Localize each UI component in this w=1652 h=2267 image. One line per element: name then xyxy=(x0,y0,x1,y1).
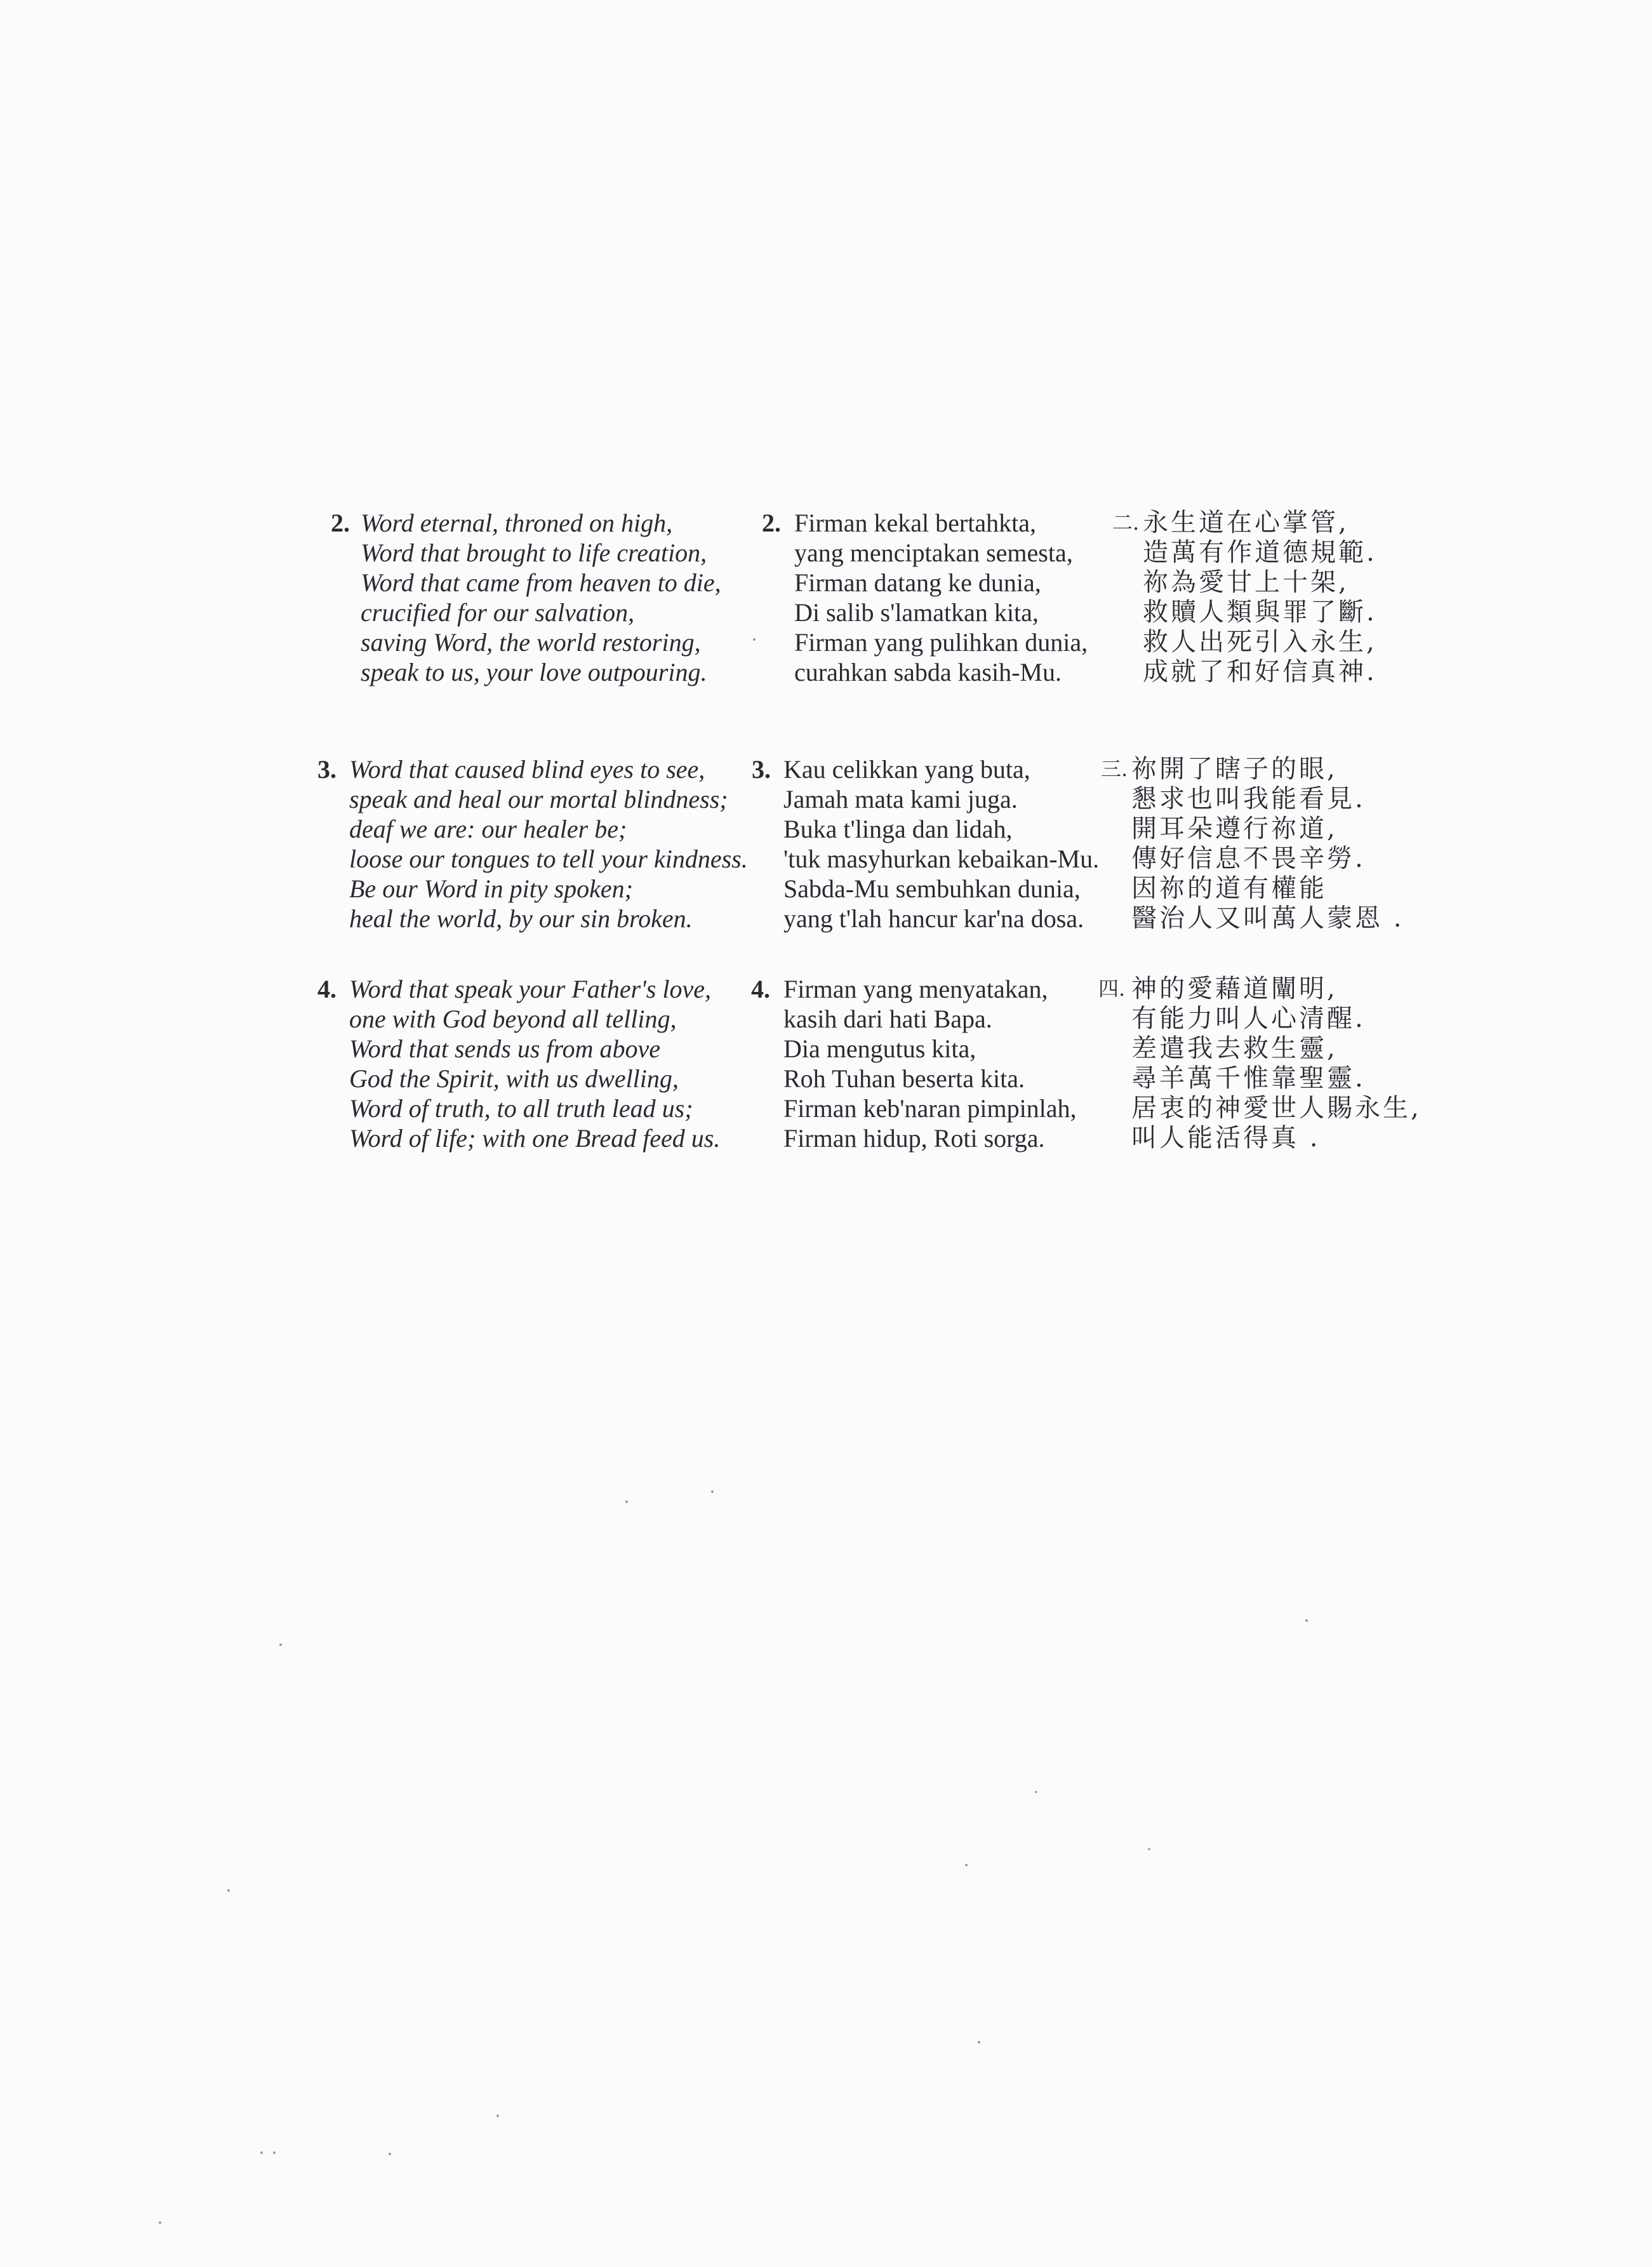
scan-speck xyxy=(227,1889,230,1892)
verse-line: Firman yang pulihkan dunia, xyxy=(794,628,1088,657)
verse-line: 醫治人又叫萬人蒙恩 . xyxy=(1131,904,1404,933)
verse-line: Word that caused blind eyes to see, xyxy=(349,755,705,784)
verse-line: 'tuk masyhurkan kebaikan-Mu. xyxy=(783,845,1100,873)
verse-line: yang menciptakan semesta, xyxy=(794,538,1073,567)
verse-line: 尋羊萬千惟靠聖靈. xyxy=(1131,1064,1366,1093)
scan-speck xyxy=(965,1864,968,1866)
verse-line: 傳好信息不畏辛勞. xyxy=(1131,844,1366,873)
verse-number: 2. xyxy=(762,509,781,537)
verse-line: Word of truth, to all truth lead us; xyxy=(349,1094,693,1123)
verse-line: Buka t'linga dan lidah, xyxy=(783,815,1013,843)
verse-number: 3. xyxy=(752,755,771,784)
verse-line: 永生道在心掌管, xyxy=(1143,508,1349,537)
verse-line: 懇求也叫我能看見. xyxy=(1131,784,1366,813)
scan-speck xyxy=(1035,1791,1037,1793)
verse-number: 三. xyxy=(1101,757,1128,781)
verse-line: speak and heal our mortal blindness; xyxy=(349,785,728,813)
verse-line: 造萬有作道德規範. xyxy=(1143,538,1377,567)
verse-number: 3. xyxy=(317,755,336,784)
verse-line: Firman hidup, Roti sorga. xyxy=(783,1124,1045,1153)
verse-block-2 xyxy=(0,508,1652,699)
verse-line: 救贖人類與罪了斷. xyxy=(1143,598,1377,627)
scan-speck xyxy=(496,2115,499,2117)
scan-speck xyxy=(711,1490,714,1493)
verse-line: Word that came from heaven to die, xyxy=(361,568,721,597)
verse-line: Firman yang menyatakan, xyxy=(783,975,1048,1003)
verse-line: 叫人能活得真 . xyxy=(1131,1123,1321,1153)
verse-line: Be our Word in pity spoken; xyxy=(349,874,633,903)
verse-block-3 xyxy=(0,754,1652,945)
verse-number: 四. xyxy=(1098,977,1126,1001)
verse-line: God the Spirit, with us dwelling, xyxy=(349,1064,679,1093)
verse-block-4 xyxy=(0,974,1652,1165)
verse-lines xyxy=(783,754,1099,933)
verse-line: Firman kekal bertahkta, xyxy=(794,509,1036,537)
verse-line: Dia mengutus kita, xyxy=(783,1034,976,1063)
verse-line: yang t'lah hancur kar'na dosa. xyxy=(783,904,1084,933)
verse-line: Jamah mata kami juga. xyxy=(783,785,1018,813)
verse-line: crucified for our salvation, xyxy=(361,598,635,627)
verse-line: 祢為愛甘上十架, xyxy=(1143,568,1349,597)
verse-line: 差遣我去救生靈, xyxy=(1131,1034,1338,1063)
scan-speck xyxy=(1305,1619,1308,1622)
verse-line: 成就了和好信真神. xyxy=(1143,657,1377,686)
verse-line: Word that brought to life creation, xyxy=(361,538,707,567)
scan-speck xyxy=(753,638,756,641)
verse-number: 4. xyxy=(317,975,336,1003)
verse-line: 祢開了瞎子的眼, xyxy=(1131,754,1338,784)
verse-line: Word that sends us from above xyxy=(349,1034,660,1063)
scan-speck xyxy=(625,1501,628,1503)
verse-line: Word eternal, throned on high, xyxy=(361,509,673,537)
verse-line: 神的愛藉道闡明, xyxy=(1131,974,1338,1003)
scan-speck xyxy=(279,1643,282,1646)
verse-line: 居衷的神愛世人賜永生, xyxy=(1131,1093,1422,1123)
verse-number: 2. xyxy=(331,509,350,537)
verse-line: Firman keb'naran pimpinlah, xyxy=(783,1094,1077,1123)
verse-lines xyxy=(1131,974,1422,1153)
verse-line: speak to us, your love outpouring. xyxy=(361,658,707,686)
scan-speck xyxy=(1148,1848,1150,1850)
verse-line: 有能力叫人心清醒. xyxy=(1131,1004,1366,1033)
verse-number: 二. xyxy=(1112,511,1140,535)
verse-lines xyxy=(361,508,721,687)
verse-line: Word that speak your Father's love, xyxy=(349,975,711,1003)
verse-line: Firman datang ke dunia, xyxy=(794,568,1041,597)
verse-line: Roh Tuhan beserta kita. xyxy=(783,1064,1025,1093)
verse-number: 4. xyxy=(751,975,770,1003)
verse-line: Kau celikkan yang buta, xyxy=(783,755,1030,784)
verse-line: Word of life; with one Bread feed us. xyxy=(349,1124,721,1153)
verse-lines xyxy=(1143,508,1377,687)
verse-lines xyxy=(349,754,748,933)
scan-speck xyxy=(978,2041,980,2043)
verse-line: 開耳朵遵行祢道, xyxy=(1131,814,1338,843)
verse-line: 救人出死引入永生, xyxy=(1143,627,1377,657)
verse-line: loose our tongues to tell your kindness. xyxy=(349,845,748,873)
verse-line: 因祢的道有權能 xyxy=(1131,874,1327,903)
scan-speck xyxy=(389,2153,391,2155)
scan-speck xyxy=(260,2151,263,2154)
scan-speck xyxy=(273,2151,276,2154)
verse-lines xyxy=(794,508,1088,687)
verse-line: deaf we are: our healer be; xyxy=(349,815,627,843)
verse-line: Sabda-Mu sembuhkan dunia, xyxy=(783,874,1081,903)
verse-lines xyxy=(783,974,1077,1153)
verse-lines xyxy=(1131,754,1404,933)
verse-lines xyxy=(349,974,720,1153)
verse-line: one with God beyond all telling, xyxy=(349,1005,677,1033)
verse-line: Di salib s'lamatkan kita, xyxy=(794,598,1039,627)
scan-speck xyxy=(159,2221,161,2224)
verse-line: curahkan sabda kasih-Mu. xyxy=(794,658,1062,686)
verse-line: saving Word, the world restoring, xyxy=(361,628,701,657)
verse-line: heal the world, by our sin broken. xyxy=(349,904,693,933)
verse-line: kasih dari hati Bapa. xyxy=(783,1005,992,1033)
